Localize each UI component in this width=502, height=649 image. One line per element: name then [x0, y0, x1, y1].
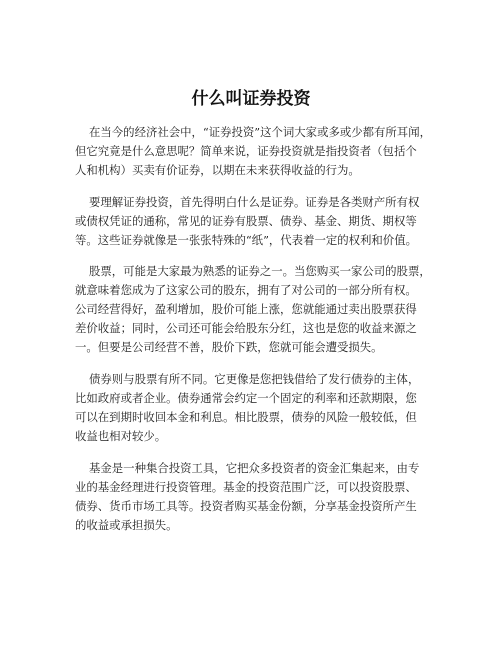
paragraph-line: 公司经营得好，盈利增加，股价可能上涨，您就能通过卖出股票获得 [75, 302, 417, 316]
paragraph-line: 的收益或承担损失。 [75, 518, 178, 532]
document-title: 什么叫证券投资 [191, 89, 311, 109]
paragraph-line: 等。这些证券就像是一张张特殊的“纸”，代表着一定的权利和价值。 [75, 233, 417, 247]
paragraph-line: 基金是一种集合投资工具，它把众多投资者的资金汇集起来，由专 [89, 461, 420, 475]
paragraph-line: 人和机构）买卖有价证券，以期在未来获得收益的行为。 [75, 163, 360, 177]
paragraph-line: 债券、货币市场工具等。投资者购买基金份额，分享基金投资所产生 [75, 499, 417, 513]
paragraph-line: 一。但要是公司经营不善，股价下跌，您就可能会遭受损失。 [75, 340, 383, 354]
paragraph-line: 要理解证券投资，首先得明白什么是证券。证券是各类财产所有权 [89, 195, 420, 209]
paragraph-line: 收益也相对较少。 [75, 429, 167, 443]
paragraph-line: 比如政府或者企业。债券通常会约定一个固定的利率和还款期限，您 [75, 391, 417, 405]
paragraph-line: 差价收益；同时，公司还可能会给股东分红，这也是您的收益来源之 [75, 321, 417, 335]
paragraph-line: 或债权凭证的通称，常见的证券有股票、债券、基金、期货、期权等 [75, 214, 417, 228]
paragraph-line: 可以在到期时收回本金和利息。相比股票，债券的风险一般较低，但 [75, 410, 417, 424]
paragraph-line: 业的基金经理进行投资管理。基金的投资范围广泛，可以投资股票、 [75, 480, 417, 494]
paragraph-line: 但它究竟是什么意思呢？简单来说，证券投资就是指投资者（包括个 [75, 144, 417, 158]
paragraph-line: 债券则与股票有所不同。它更像是您把钱借给了发行债券的主体， [89, 372, 420, 386]
paragraph-line: 股票，可能是大家最为熟悉的证券之一。当您购买一家公司的股票， [89, 264, 431, 278]
paragraph-line: 在当今的经济社会中，“证券投资”这个词大家或多或少都有所耳闻， [89, 125, 431, 139]
paragraph-line: 就意味着您成为了这家公司的股东，拥有了对公司的一部分所有权。 [75, 283, 417, 297]
